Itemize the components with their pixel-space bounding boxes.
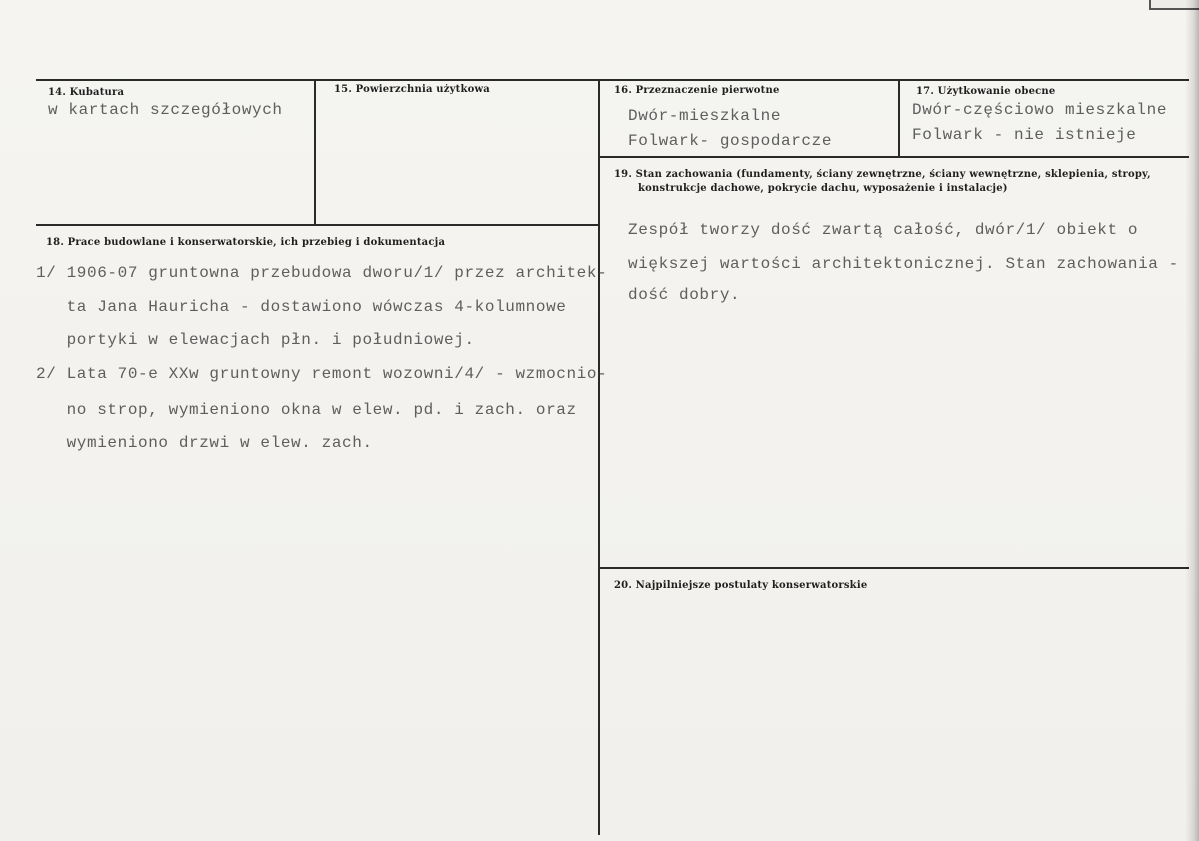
field-19-label-2: konstrukcje dachowe, pokrycie dachu, wyposażenie i instalacje) (638, 183, 1008, 194)
field-17-value-1: Dwór-częściowo mieszkalne (912, 101, 1168, 119)
field-18-value-4: 2/ Lata 70-e XXw gruntowny remont wozowni/4/ - wzmocnio- (36, 365, 608, 383)
field-19-value-3: dość dobry. (628, 286, 741, 304)
divider-top-row (36, 79, 1189, 81)
field-18-value-1: 1/ 1906-07 gruntowna przebudowa dworu/1/ przez architek- (36, 264, 608, 282)
field-18-value-3: portyki w elewacjach płn. i południowej. (36, 331, 475, 349)
field-18-label: 18. Prace budowlane i konserwatorskie, ich przebieg i dokumentacja (46, 237, 446, 248)
divider-19-20 (598, 567, 1189, 569)
field-16-value-1: Dwór-mieszkalne (628, 107, 782, 125)
field-14-value: w kartach szczegółowych (48, 101, 283, 119)
field-14-label: 14. Kubatura (48, 87, 125, 98)
field-19-value-1: Zespół tworzy dość zwartą całość, dwór/1/ obiekt o (628, 221, 1139, 239)
field-19-value-2: większej wartości architektonicznej. Stan zachowania - (628, 255, 1179, 273)
field-17-value-2: Folwark - nie istnieje (912, 126, 1137, 144)
field-19-label-1: 19. Stan zachowania (fundamenty, ściany zewnętrzne, ściany wewnętrzne, sklepienia, stropy, (614, 169, 1151, 180)
field-18-value-2: ta Jana Hauricha - dostawiono wówczas 4-kolumnowe (36, 298, 567, 316)
divider-15-16 (598, 79, 600, 835)
field-15-label: 15. Powierzchnia użytkowa (334, 84, 490, 95)
field-20-label: 20. Najpilniejsze postulaty konserwatorskie (614, 580, 868, 591)
divider-14-18 (36, 224, 599, 226)
field-16-value-2: Folwark- gospodarcze (628, 132, 833, 150)
divider-16-19 (598, 156, 1189, 158)
divider-14-15 (314, 79, 316, 226)
card-edge-shadow (1185, 0, 1199, 841)
field-16-label: 16. Przeznaczenie pierwotne (614, 85, 780, 96)
field-18-value-6: wymieniono drzwi w elew. zach. (36, 434, 373, 452)
divider-16-17 (898, 79, 900, 158)
field-17-label: 17. Użytkowanie obecne (916, 86, 1056, 97)
field-18-value-5: no strop, wymieniono okna w elew. pd. i zach. oraz (36, 401, 577, 419)
